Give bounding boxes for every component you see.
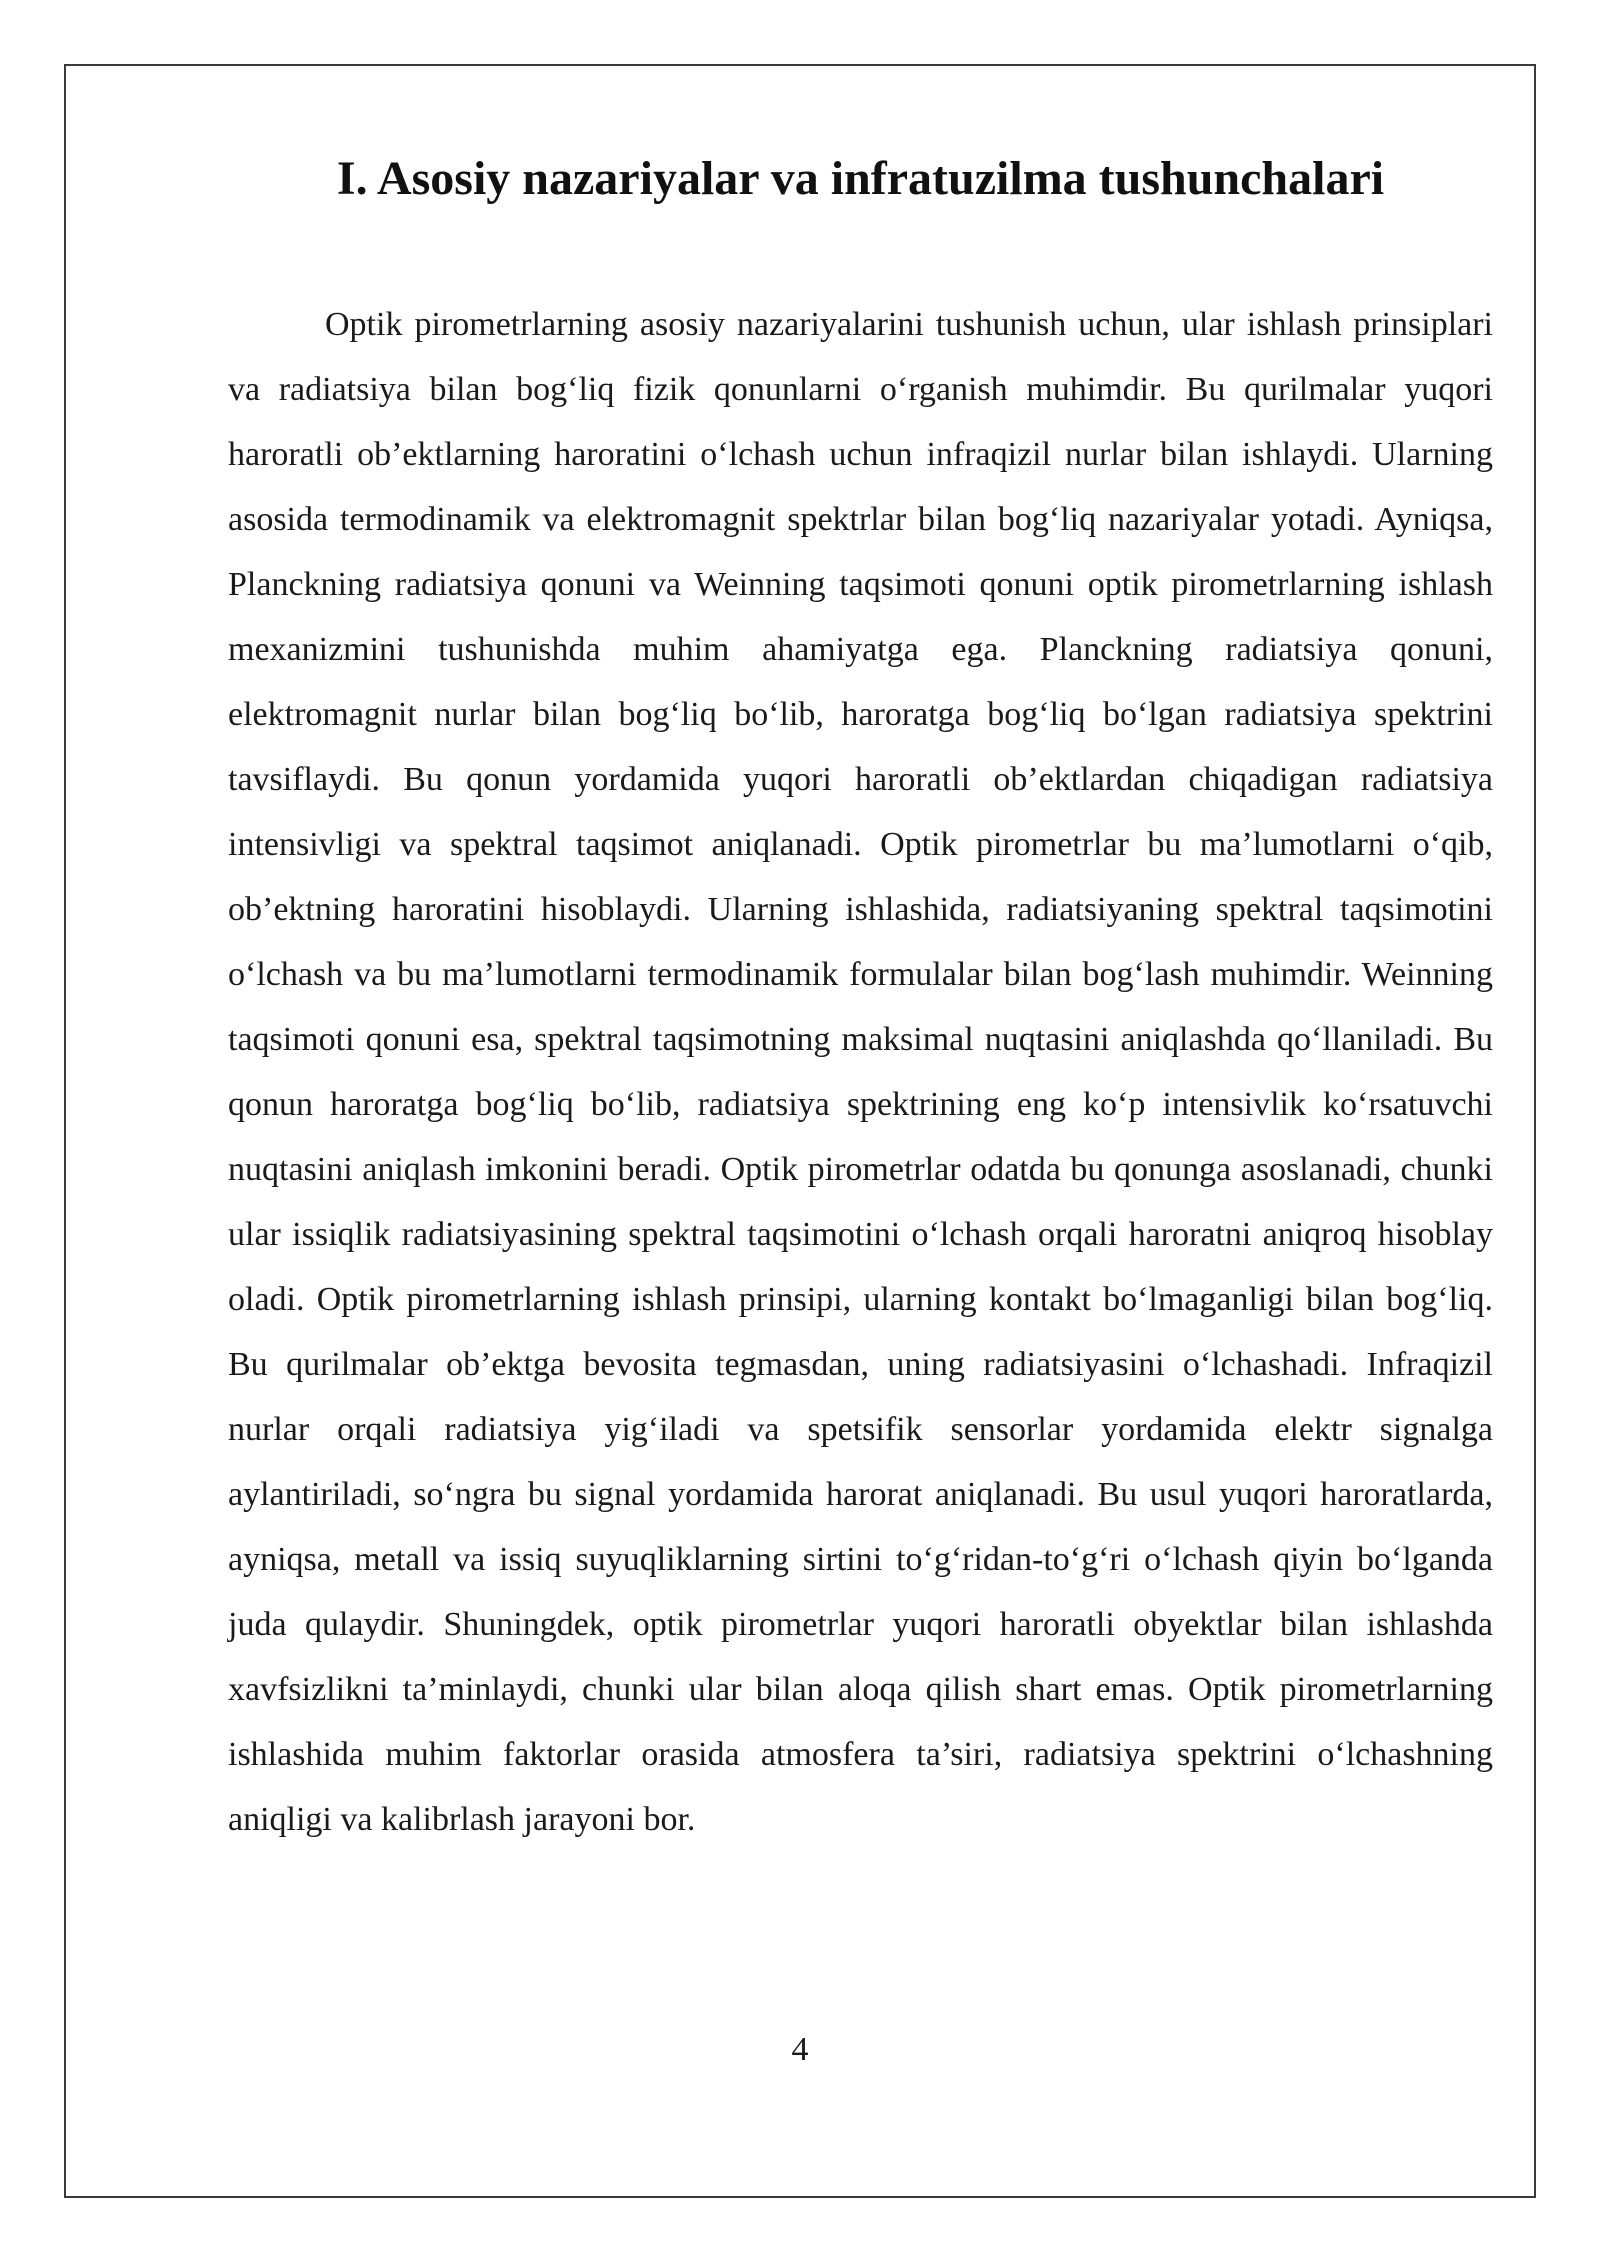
page-number: 4 — [791, 2031, 809, 2068]
section-heading: I. Asosiy nazariyalar va infratuzilma tushunchalari — [336, 152, 1385, 205]
body-paragraph: Optik pirometrlarning asosiy nazariyalarini tushunish uchun, ular ishlash prinsiplari va radiatsiya bilan bog‘liq fizik qonunlarni o‘rganish muhimdir. Bu qurilmalar yuqori haroratli ob’ektlarning haroratini o‘lchash uchun infraqizil nurlar bilan ishlaydi. Ularning asosida termodinamik va elektromagnit spektrlar bilan bog‘liq nazariyalar yotadi. Ayniqsa, Planckning radiatsiya qonuni va Weinning taqsimoti qonuni optik pirometrlarning ishlash mexanizmini tushunishda muhim ahamiyatga ega. Planckning radiatsiya qonuni, elektromagnit nurlar bilan bog‘liq bo‘lib, haroratga bog‘liq bo‘lgan radiatsiya spektrini tavsiflaydi. Bu qonun yordamida yuqori haroratli ob’ektlardan chiqadigan radiatsiya intensivligi va spektral taqsimot aniqlanadi. Optik pirometrlar bu ma’lumotlarni o‘qib, ob’ektning haroratini hisoblaydi. Ularning ishlashida, radiatsiyaning spektral taqsimotini o‘lchash va bu ma’lumotlarni termodinamik formulalar bilan bog‘lash muhimdir. Weinning taqsimoti qonuni esa, spektral taqsimotning maksimal nuqtasini aniqlashda qo‘llaniladi. Bu qonun haroratga bog‘liq bo‘lib, radiatsiya spektrining eng ko‘p intensivlik ko‘rsatuvchi nuqtasini aniqlash imkonini beradi. Optik pirometrlar odatda bu qonunga asoslanadi, chunki ular issiqlik radiatsiyasining spektral taqsimotini o‘lchash orqali haroratni aniqroq hisoblay oladi. Optik pirometrlarning ishlash prinsipi, ularning kontakt bo‘lmaganligi bilan bog‘liq. Bu qurilmalar ob’ektga bevosita tegmasdan, uning radiatsiyasini o‘lchashadi. Infraqizil nurlar orqali radiatsiya yig‘iladi va spetsifik sensorlar yordamida elektr signalga aylantiriladi, so‘ngra bu signal yordamida harorat aniqlanadi. Bu usul yuqori haroratlarda, ayniqsa, metall va issiq suyuqliklarning sirtini to‘g‘ridan-to‘g‘ri o‘lchash qiyin bo‘lganda juda qulaydir. Shuningdek, optik pirometrlar yuqori haroratli obyektlar bilan ishlashda xavfsizlikni ta’minlaydi, chunki ular bilan aloqa qilish shart emas. Optik pirometrlarning ishlashida muhim faktorlar orasida atmosfera ta’siri, radiatsiya spektrini o‘lchashning aniqligi va kalibrlash jarayoni bor. — [228, 306, 1493, 1838]
